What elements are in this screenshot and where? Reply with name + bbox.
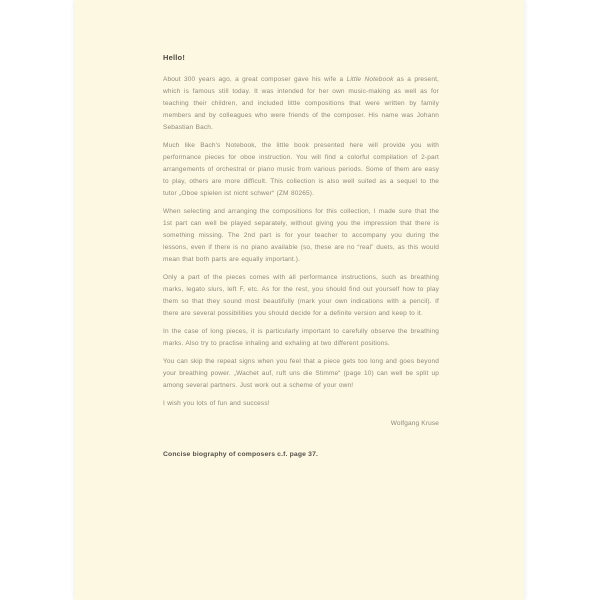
intro-text-before: About 300 years ago, a great composer gave his wife a bbox=[163, 76, 347, 83]
paragraph-wish: I wish you lots of fun and success! bbox=[163, 400, 270, 407]
intro-italic-book-title: Little Notebook bbox=[346, 76, 394, 83]
book-page bbox=[75, 0, 524, 600]
paragraph-notebook: Much like Bach's Notebook, the little book presented here will provide you with performance pieces for oboe instruction. You will find a colorful compilation of 2-part arrangements of orchestral or piano music from various periods. Some of them are easy to play, others are more difficult. This collection is also well suited as a sequel to the tutor „Oboe spielen ist nicht schwer“ (ZM 80265). bbox=[163, 142, 439, 197]
paragraph-selection: When selecting and arranging the compositions for this collection, I made sure that the 1st part can well be played separately, without giving you the impression that there is something missing. The 2nd part is for your teacher to accompany you during the lessons, even if there is no piano available (so, these are no “real” duets, as this would mean that both parts are equally important.). bbox=[163, 208, 439, 263]
intro-text-after: as a present, which is famous still today. It was intended for her own music-making as well as for teaching their children, and included little compositions that were written by family members and by colleagues who were friends of the composer. His name was Johann Sebastian Bach. bbox=[163, 76, 439, 131]
author-signature: Wolfgang Kruse bbox=[390, 420, 439, 427]
page-title: Hello! bbox=[163, 53, 186, 62]
paragraph-repeat-signs: You can skip the repeat signs when you feel that a piece gets too long and goes beyond your breathing power. „Wachet auf, ruft uns die Stimme“ (page 10) can well be split up among several partners. Just work out a scheme of your own! bbox=[163, 358, 439, 389]
paragraph-instructions: Only a part of the pieces comes with all performance instructions, such as breathing marks, legato slurs, left F, etc. As for the rest, you should find out yourself how to play them so that they sound most beautifully (mark your own indications with a pencil). If there are several possibilities you should decide for a definite version and keep to it. bbox=[163, 274, 439, 317]
page-content bbox=[163, 53, 439, 461]
biography-footnote: Concise biography of composers c.f. page 37. bbox=[163, 451, 319, 458]
paragraph-breathing: In the case of long pieces, it is particularly important to carefully observe the breathing marks. Also try to practise inhaling and exhaling at two different positions. bbox=[163, 328, 439, 347]
paragraph-intro bbox=[163, 74, 439, 134]
